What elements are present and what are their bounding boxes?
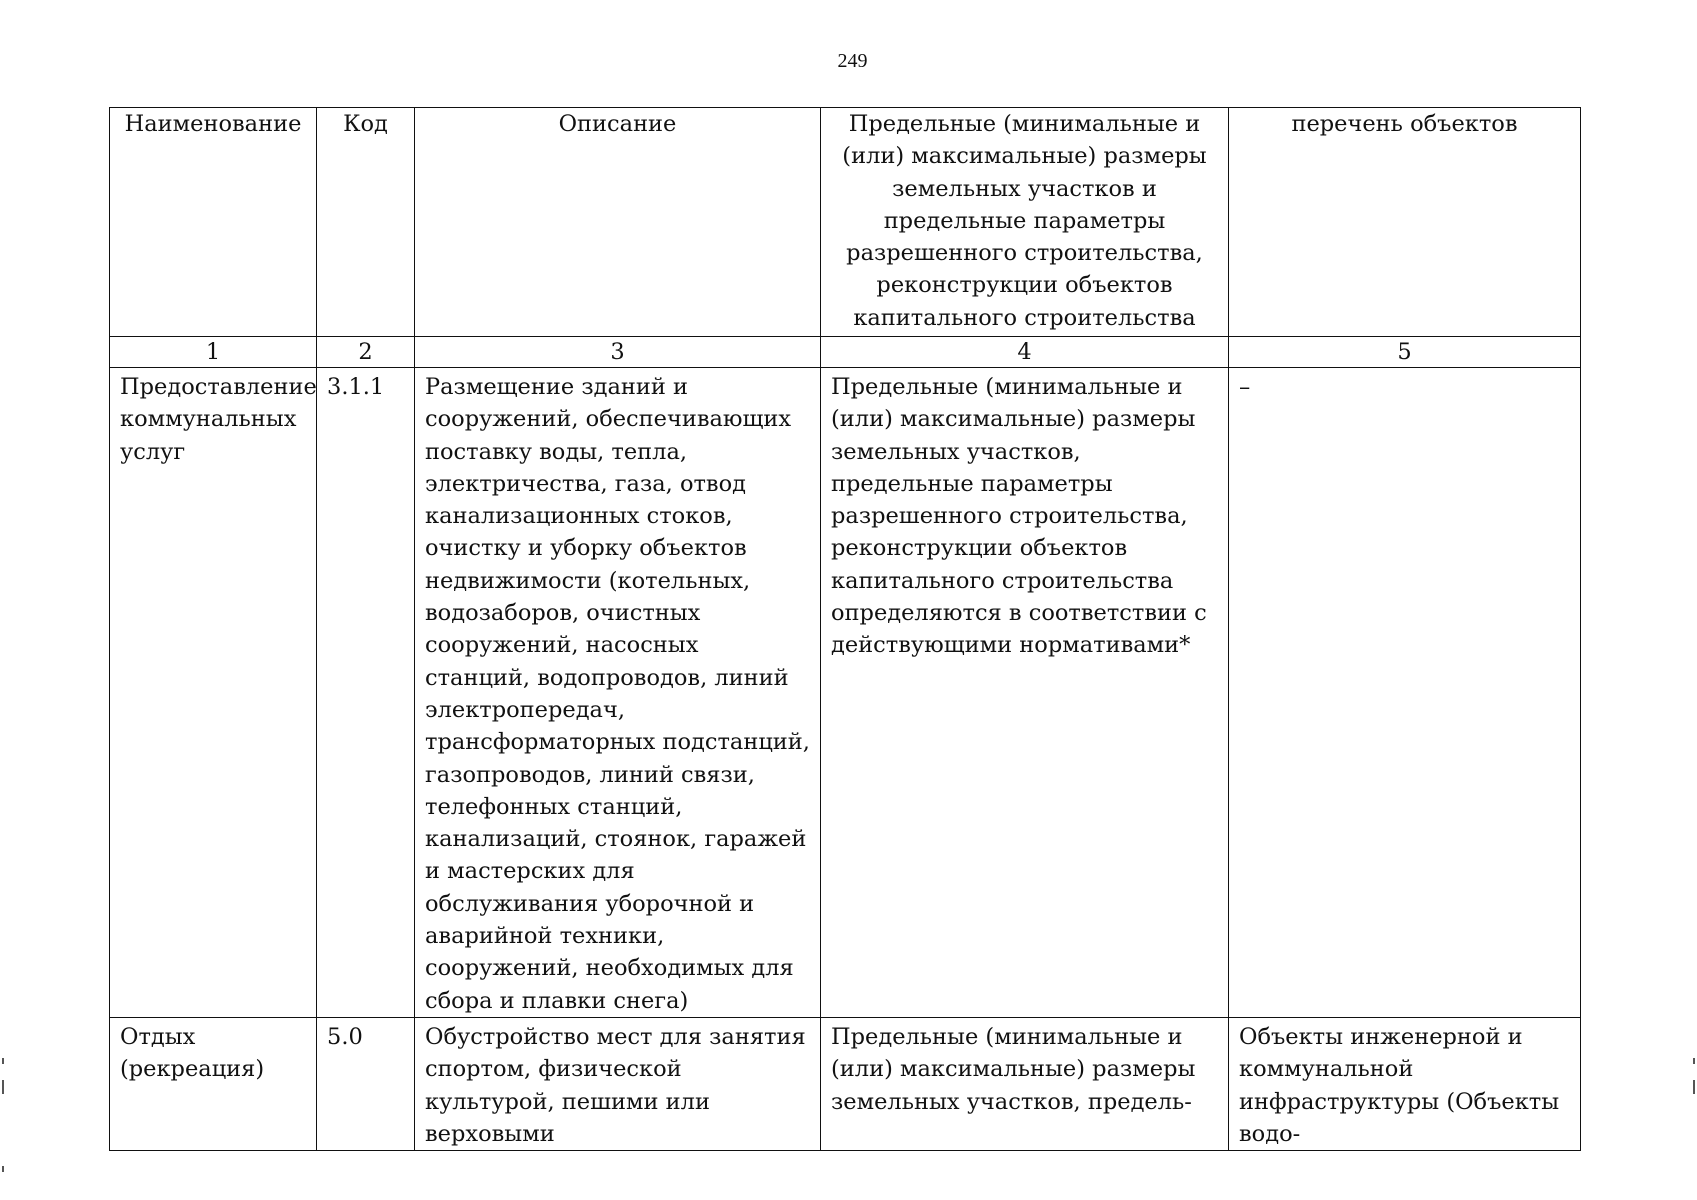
row-parameters: Предельные (минимальные и (или) максимальные) размеры земельных участков, предельные параметры разрешенного строительства, реконструкции объектов капитального строительства определяются в соответствии с действующими нормативами* [821, 368, 1229, 1018]
row-objects: – [1229, 368, 1581, 1018]
table-header-row [110, 108, 1581, 337]
zoning-table [109, 107, 1581, 1151]
row-parameters: Предельные (минимальные и (или) максимальные) размеры земельных участков, предель- [821, 1017, 1229, 1150]
page-number: 249 [837, 50, 868, 72]
row-code: 5.0 [317, 1017, 415, 1150]
scan-edge-mark [1693, 1058, 1695, 1064]
row-description: Размещение зданий и сооружений, обеспечивающих поставку воды, тепла, электричества, газа, отвод канализационных стоков, очистку и уборку объектов недвижимости (котельных, водозаборов, очистных сооружений, насосных станций, водопроводов, линий электропередач, трансформаторных подстанций, газопроводов, линий связи, телефонных станций, канализаций, стоянок, гаражей и мастерских для обслуживания уборочной и аварийной техники, сооружений, необходимых для сбора и плавки снега) [415, 368, 821, 1018]
column-number: 2 [317, 337, 415, 368]
scan-edge-mark [1693, 1080, 1695, 1094]
scan-edge-mark [2, 1058, 4, 1064]
column-number-row [110, 337, 1581, 368]
header-name: Наименование [110, 108, 317, 337]
header-parameters: Предельные (минимальные и (или) максимальные) размеры земельных участков и предельные параметры разрешенного строительства, реконструкции объектов капитального строительства [821, 108, 1229, 337]
header-code: Код [317, 108, 415, 337]
table-row [110, 368, 1581, 1018]
row-description: Обустройство мест для занятия спортом, физической культурой, пешими или верховыми [415, 1017, 821, 1150]
column-number: 3 [415, 337, 821, 368]
column-number: 5 [1229, 337, 1581, 368]
scan-edge-mark [2, 1080, 4, 1094]
header-objects: перечень объектов [1229, 108, 1581, 337]
header-description: Описание [415, 108, 821, 337]
row-name: Отдых (рекреация) [110, 1017, 317, 1150]
row-code: 3.1.1 [317, 368, 415, 1018]
row-name: Предоставление коммунальных услуг [110, 368, 317, 1018]
table-row [110, 1017, 1581, 1150]
row-objects: Объекты инженерной и коммунальной инфраструктуры (Объекты водо- [1229, 1017, 1581, 1150]
column-number: 1 [110, 337, 317, 368]
column-number: 4 [821, 337, 1229, 368]
scan-edge-mark [2, 1166, 4, 1172]
